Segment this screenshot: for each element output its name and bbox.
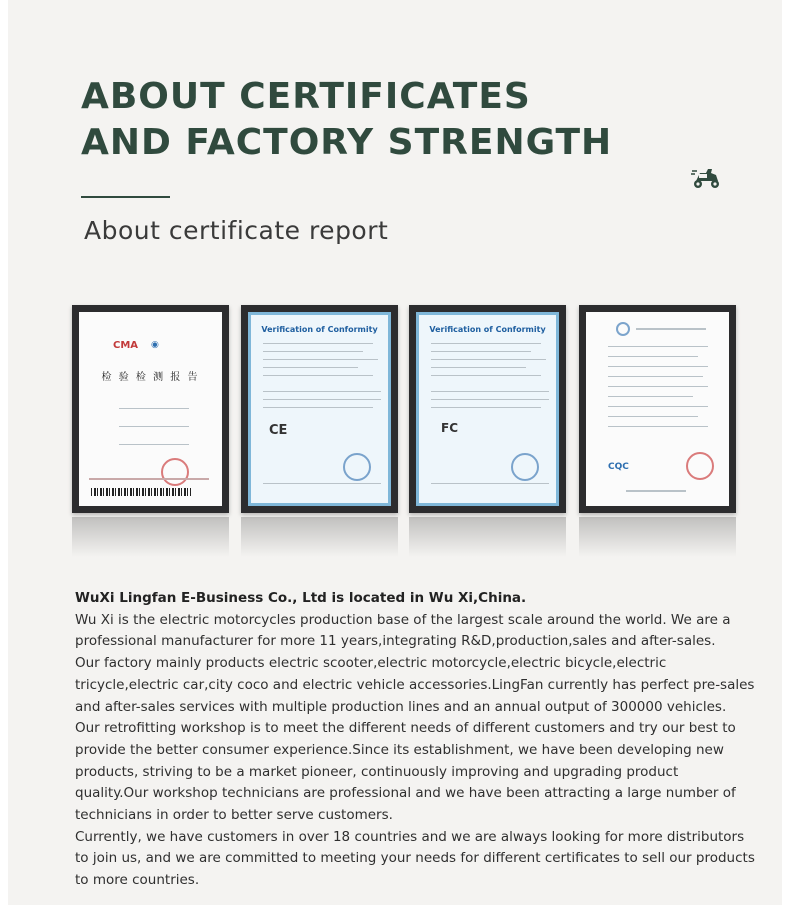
text-line bbox=[263, 407, 373, 408]
text-line bbox=[608, 346, 708, 347]
text-line bbox=[263, 391, 381, 392]
text-line bbox=[608, 416, 698, 417]
text-line bbox=[431, 399, 549, 400]
seal-stamp bbox=[343, 453, 371, 481]
text-line bbox=[608, 386, 708, 387]
seal-stamp bbox=[161, 458, 189, 486]
text-line bbox=[608, 426, 708, 427]
text-line bbox=[608, 396, 693, 397]
text-line bbox=[431, 351, 531, 352]
scooter-icon bbox=[690, 165, 722, 191]
text-line bbox=[431, 343, 541, 344]
text-line bbox=[263, 343, 373, 344]
reflection bbox=[579, 517, 736, 557]
content-panel bbox=[8, 0, 782, 905]
cqc-logo: CQC bbox=[608, 462, 629, 472]
text-line bbox=[263, 351, 363, 352]
text-line bbox=[431, 391, 549, 392]
text-line bbox=[608, 406, 708, 407]
text-line bbox=[263, 399, 381, 400]
seal-stamp bbox=[686, 452, 714, 480]
company-description bbox=[75, 588, 755, 892]
company-intro: WuXi Lingfan E-Business Co., Ltd is located in Wu Xi,China. bbox=[75, 590, 527, 606]
text-line bbox=[263, 375, 373, 376]
seal-stamp bbox=[511, 453, 539, 481]
form-line bbox=[119, 444, 189, 445]
certificate-image bbox=[79, 312, 222, 506]
text-line bbox=[263, 367, 358, 368]
paragraph: Currently, we have customers in over 18 countries and we are always looking for more distributors to join us, and we are committed to meeting your needs for different certificates to sell our products to more countries. bbox=[75, 828, 755, 889]
certificate-image bbox=[586, 312, 729, 506]
title-divider bbox=[81, 196, 170, 198]
text-line bbox=[431, 359, 546, 360]
certificate-fcc-verification bbox=[409, 305, 566, 513]
text-line bbox=[431, 483, 549, 484]
cert-title: Verification of Conformity bbox=[261, 325, 378, 334]
paragraph: Wu Xi is the electric motorcycles production base of the largest scale around the world. We are a professional manufacturer for more 11 years,integrating R&D,production,sales and after-sales. bbox=[75, 611, 731, 650]
page-title-line-1: ABOUT CERTIFICATES bbox=[81, 76, 531, 117]
certificate-test-report bbox=[72, 305, 229, 513]
section-subtitle: About certificate report bbox=[84, 216, 389, 245]
cert-cn-title: 检 验 检 测 报 告 bbox=[101, 372, 200, 383]
reflection bbox=[241, 517, 398, 557]
cnas-logo-mark: ◉ bbox=[151, 340, 159, 350]
barcode bbox=[91, 488, 191, 496]
text-line bbox=[608, 376, 703, 377]
text-line bbox=[608, 356, 698, 357]
certificate-gallery bbox=[72, 305, 736, 555]
reflection bbox=[72, 517, 229, 557]
reflection bbox=[409, 517, 566, 557]
ccc-logo bbox=[616, 322, 630, 336]
text-line bbox=[431, 367, 526, 368]
fcc-mark: FC bbox=[441, 421, 459, 435]
text-line bbox=[431, 375, 541, 376]
certificate-image bbox=[248, 312, 391, 506]
text-line bbox=[263, 359, 378, 360]
page-title bbox=[81, 74, 612, 166]
page-title-line-2: AND FACTORY STRENGTH bbox=[81, 122, 613, 163]
cert-title: Verification of Conformity bbox=[429, 325, 546, 334]
issuer-line bbox=[89, 478, 209, 480]
header-line bbox=[636, 328, 706, 330]
issuer-line bbox=[626, 490, 686, 492]
paragraph: Our factory mainly products electric scooter,electric motorcycle,electric bicycle,electric tricycle,electric car,city coco and electric vehicle accessories.LingFan currently has perfect pre-sales and after-sales services with multiple production lines and an annual output of 300000 vehicles. Our retrofitting workshop is to meet the different needs of different customers and try our best to provide the better consumer experience.Since its establishment, we have been developing new products, striving to be a market pioneer, continuously improving and upgrading product quality.Our workshop technicians are professional and we have been attracting a large number of technicians in order to better serve customers. bbox=[75, 655, 755, 824]
form-line bbox=[119, 408, 189, 409]
text-line bbox=[263, 483, 381, 484]
text-line bbox=[608, 366, 708, 367]
certificate-image bbox=[416, 312, 559, 506]
cert-logo: CMA bbox=[113, 340, 139, 351]
ce-mark: CE bbox=[269, 423, 288, 438]
text-line bbox=[431, 407, 541, 408]
certificate-cqc bbox=[579, 305, 736, 513]
certificate-ce-verification bbox=[241, 305, 398, 513]
form-line bbox=[119, 426, 189, 427]
